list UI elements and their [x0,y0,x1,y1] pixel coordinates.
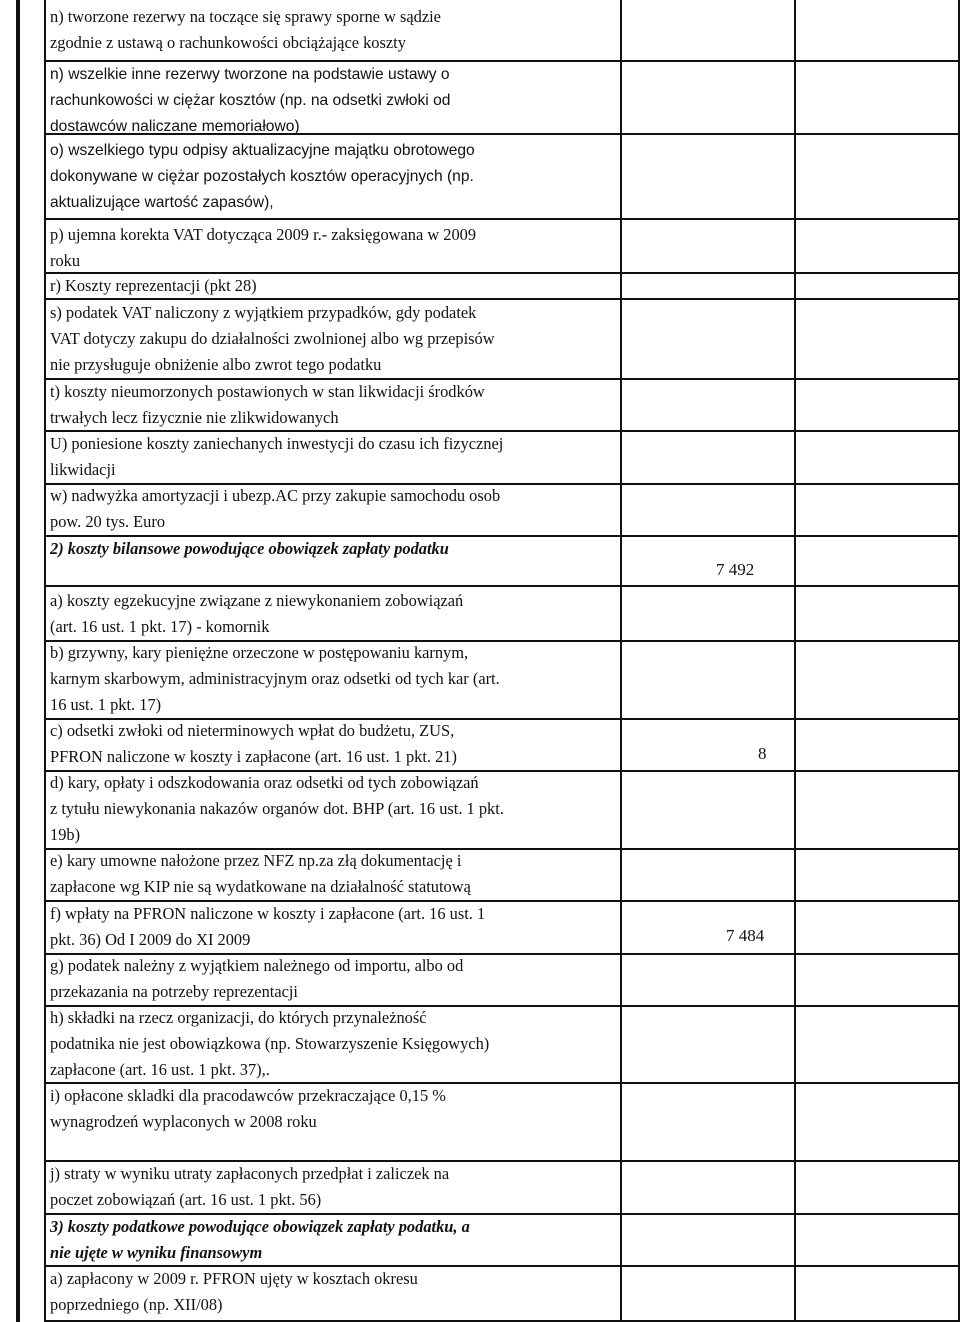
row-line: c) odsetki zwłoki od nieterminowych wpłat do budżetu, ZUS, [50,721,455,740]
row-line: p) ujemna korekta VAT dotycząca 2009 r.- zaksięgowana w 2009 [50,225,477,244]
table-row-text [50,62,616,140]
page-left-margin-rule [16,0,20,1322]
row-line: przekazania na potrzeby reprezentacji [50,982,298,1001]
row-line: nie przysługuje obniżenie albo zwrot tego podatku [50,355,382,374]
row-line: dokonywane w ciężar pozostałych kosztów operacyjnych (np. [50,168,474,185]
amount-cell: 7 492 [716,560,755,579]
row-line: f) wpłaty na PFRON naliczone w koszty i zapłacone (art. 16 ust. 1 [50,904,486,923]
row-line: dostawców naliczane memoriałowo) [50,118,300,135]
row-line: w) nadwyżka amortyzacji i ubezp.AC przy zakupie samochodu osob [50,486,501,505]
table-row-text [50,718,616,770]
row-line: z tytułu niewykonania nakazów organów dot. BHP (art. 16 ust. 1 pkt. [50,799,504,818]
row-line: PFRON naliczone w koszty i zapłacone (art. 16 ust. 1 pkt. 21) [50,747,457,766]
row-line: U) poniesione koszty zaniechanych inwestycji do czasu ich fizycznej [50,434,504,453]
row-line: nie ujęte w wyniku finansowym [50,1243,263,1262]
row-line: r) Koszty reprezentacji (pkt 28) [50,276,257,295]
table-row-text [50,431,616,483]
row-separator [44,218,960,220]
table-row-text [50,1266,616,1318]
row-line: zgodnie z ustawą o rachunkowości obciążające koszty [50,33,406,52]
row-line: 19b) [50,825,81,844]
table-row-text [50,901,616,953]
table-column-divider-1 [620,0,622,1322]
row-line: j) straty w wyniku utraty zapłaconych przedpłat i zaliczek na [50,1164,450,1183]
row-line: d) kary, opłaty i odszkodowania oraz odsetki od tych zobowiązań [50,773,479,792]
row-line: roku [50,251,81,270]
row-line: s) podatek VAT naliczony z wyjątkiem przypadków, gdy podatek [50,303,477,322]
row-line: o) wszelkiego typu odpisy aktualizacyjne majątku obrotowego [50,142,475,159]
row-line: poczet zobowiązań (art. 16 ust. 1 pkt. 56) [50,1190,322,1209]
row-line: karnym skarbowym, administracyjnym oraz odsetki od tych kar (art. [50,669,500,688]
row-separator [44,585,960,587]
table-row-text [50,770,616,848]
table-column-divider-2 [794,0,796,1322]
table-row-text [50,273,616,299]
row-line: (art. 16 ust. 1 pkt. 17) - komornik [50,617,270,636]
section-heading-3 [50,1214,616,1266]
table-row-text [50,588,616,640]
row-line: a) zapłacony w 2009 r. PFRON ujęty w kosztach okresu [50,1269,418,1288]
amount-cell: 7 484 [726,926,765,945]
table-border-left [44,0,46,1322]
row-line: trwałych lecz fizycznie nie zlikwidowanych [50,408,339,427]
row-line: podatnika nie jest obowiązkowa (np. Stowarzyszenie Księgowych) [50,1034,490,1053]
table-row-text [50,640,616,718]
row-line: i) opłacone skladki dla pracodawców przekraczające 0,15 % [50,1086,446,1105]
row-line: b) grzywny, kary pieniężne orzeczone w postępowaniu karnym, [50,643,469,662]
row-line: poprzedniego (np. XII/08) [50,1295,223,1314]
row-line: likwidacji [50,460,116,479]
table-row-text [50,1083,616,1135]
table-row-text [50,1161,616,1213]
amount-cell: 8 [758,744,767,763]
row-line: g) podatek należny z wyjątkiem należnego od importu, albo od [50,956,464,975]
table-row-text [50,4,616,56]
row-line: pkt. 36) Od I 2009 do XI 2009 [50,930,251,949]
row-line: zapłacone (art. 16 ust. 1 pkt. 37),. [50,1060,270,1079]
table-row-text [50,138,616,216]
row-line: wynagrodzeń wyplaconych w 2008 roku [50,1112,317,1131]
table-row-text [50,222,616,274]
row-line: n) wszelkie inne rezerwy tworzone na podstawie ustawy o [50,66,450,83]
table-row-text [50,483,616,535]
row-line: n) tworzone rezerwy na toczące się sprawy sporne w sądzie [50,7,441,26]
row-line: 2) koszty bilansowe powodujące obowiązek zapłaty podatku [50,539,449,558]
row-line: zapłacone wg KIP nie są wydatkowane na działalność statutową [50,877,471,896]
row-line: a) koszty egzekucyjne związane z niewykonaniem zobowiązań [50,591,464,610]
row-line: t) koszty nieumorzonych postawionych w stan likwidacji środków [50,382,485,401]
table-row-text [50,1005,616,1083]
row-line: pow. 20 tys. Euro [50,512,166,531]
table-row-text [50,300,616,378]
table-row-text [50,953,616,1005]
row-line: aktualizujące wartość zapasów), [50,194,274,211]
table-row-text [50,848,616,900]
row-line: rachunkowości w ciężar kosztów (np. na odsetki zwłoki od [50,92,451,109]
section-heading-2 [50,536,616,562]
row-line: 16 ust. 1 pkt. 17) [50,695,162,714]
table-row-text [50,379,616,431]
row-line: 3) koszty podatkowe powodujące obowiązek zapłaty podatku, a [50,1217,470,1236]
row-line: VAT dotyczy zakupu do działalności zwolnionej albo wg przepisów [50,329,495,348]
row-line: e) kary umowne nałożone przez NFZ np.za złą dokumentację i [50,851,462,870]
row-line: h) składki na rzecz organizacji, do których przynależność [50,1008,427,1027]
